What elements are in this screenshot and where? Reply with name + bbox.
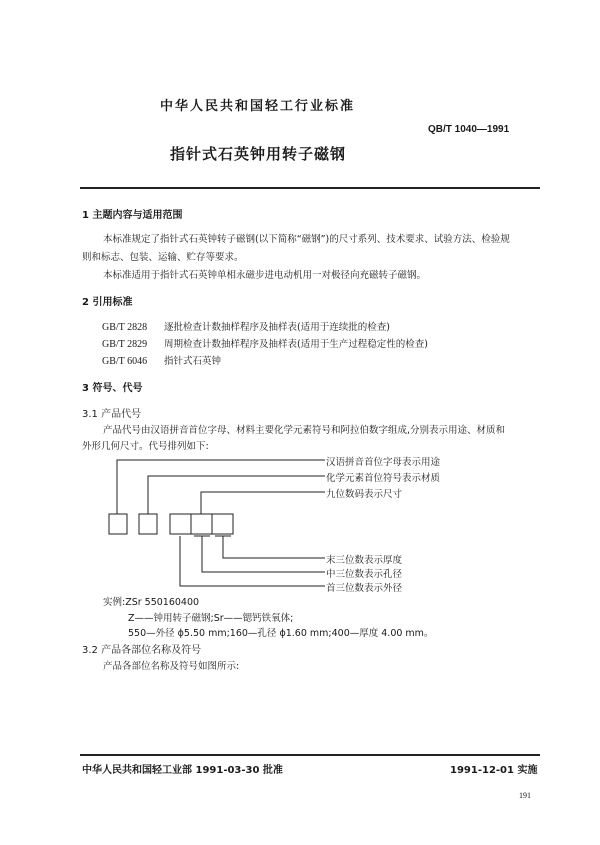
issuing-standard-header: 中华人民共和国轻工行业标准 bbox=[160, 99, 356, 114]
label-nine-digits: 九位数码表示尺寸 bbox=[326, 489, 403, 500]
leader-line bbox=[202, 536, 325, 572]
leader-line bbox=[148, 476, 325, 514]
section-3-heading: 3 符号、代号 bbox=[82, 383, 143, 394]
label-pinyin-usage: 汉语拼音首位字母表示用途 bbox=[326, 457, 441, 468]
reference-item: GB/T 6046 指针式石英钟 bbox=[102, 356, 222, 367]
example-code: 实例:ZSr 550160400 bbox=[103, 597, 200, 608]
code-box-digits-2 bbox=[191, 514, 212, 534]
effective-date: 1991-12-01 实施 bbox=[450, 765, 538, 776]
section-1-paragraph-1: 本标准规定了指针式石英钟转子磁钢(以下简称“磁钢”)的尺寸系列、技术要求、试验方法、检验规 bbox=[103, 234, 510, 245]
standard-code: QB/T 1040—1991 bbox=[428, 124, 510, 135]
label-element-material: 化学元素首位符号表示材质 bbox=[326, 473, 441, 484]
example-explanation-1: Z——钟用转子磁钢;Sr——锶钙铁氧体; bbox=[128, 613, 294, 624]
code-box-material bbox=[139, 514, 157, 534]
section-1-paragraph-2: 本标准适用于指针式石英钟单相永磁步进电动机用一对极径向充磁转子磁钢。 bbox=[103, 270, 427, 281]
section-2-heading: 2 引用标准 bbox=[82, 297, 133, 308]
section-1-paragraph-1-cont: 则和标志、包装、运输、贮存等要求。 bbox=[82, 252, 244, 263]
section-3-2-heading: 3.2 产品各部位名称及符号 bbox=[82, 645, 202, 656]
code-box-usage bbox=[109, 514, 127, 534]
reference-item: GB/T 2829 周期检查计数抽样程序及抽样表(适用于生产过程稳定性的检查) bbox=[102, 339, 428, 350]
section-3-1-heading: 3.1 产品代号 bbox=[82, 409, 142, 420]
code-box-digits-1 bbox=[170, 514, 191, 534]
footer-rule bbox=[80, 754, 540, 756]
section-3-1-paragraph-cont: 外形几何尺寸。代号排列如下: bbox=[82, 441, 209, 452]
label-middle-three: 中三位数表示孔径 bbox=[326, 569, 403, 580]
label-last-three: 末三位数表示厚度 bbox=[326, 555, 403, 566]
page-number: 191 bbox=[519, 791, 531, 800]
code-box-digits-3 bbox=[212, 514, 233, 534]
section-3-1-paragraph: 产品代号由汉语拼音首位字母、材料主要化学元素符号和阿拉伯数字组成,分别表示用途、材质和 bbox=[103, 425, 506, 436]
section-3-2-paragraph: 产品各部位名称及符号如图所示: bbox=[103, 661, 240, 672]
leader-line bbox=[223, 536, 325, 558]
approval-info: 中华人民共和国轻工业部 1991-03-30 批准 bbox=[82, 765, 283, 776]
label-first-three: 首三位数表示外径 bbox=[326, 583, 403, 594]
section-1-heading: 1 主题内容与适用范围 bbox=[82, 210, 183, 221]
leader-line bbox=[201, 492, 325, 514]
example-explanation-2: 550—外径 ϕ5.50 mm;160—孔径 ϕ1.60 mm;400—厚度 4.00 mm。 bbox=[128, 628, 434, 639]
document-title: 指针式石英钟用转子磁钢 bbox=[170, 145, 347, 163]
reference-item: GB/T 2828 逐批检查计数抽样程序及抽样表(适用于连续批的检查) bbox=[102, 322, 390, 333]
